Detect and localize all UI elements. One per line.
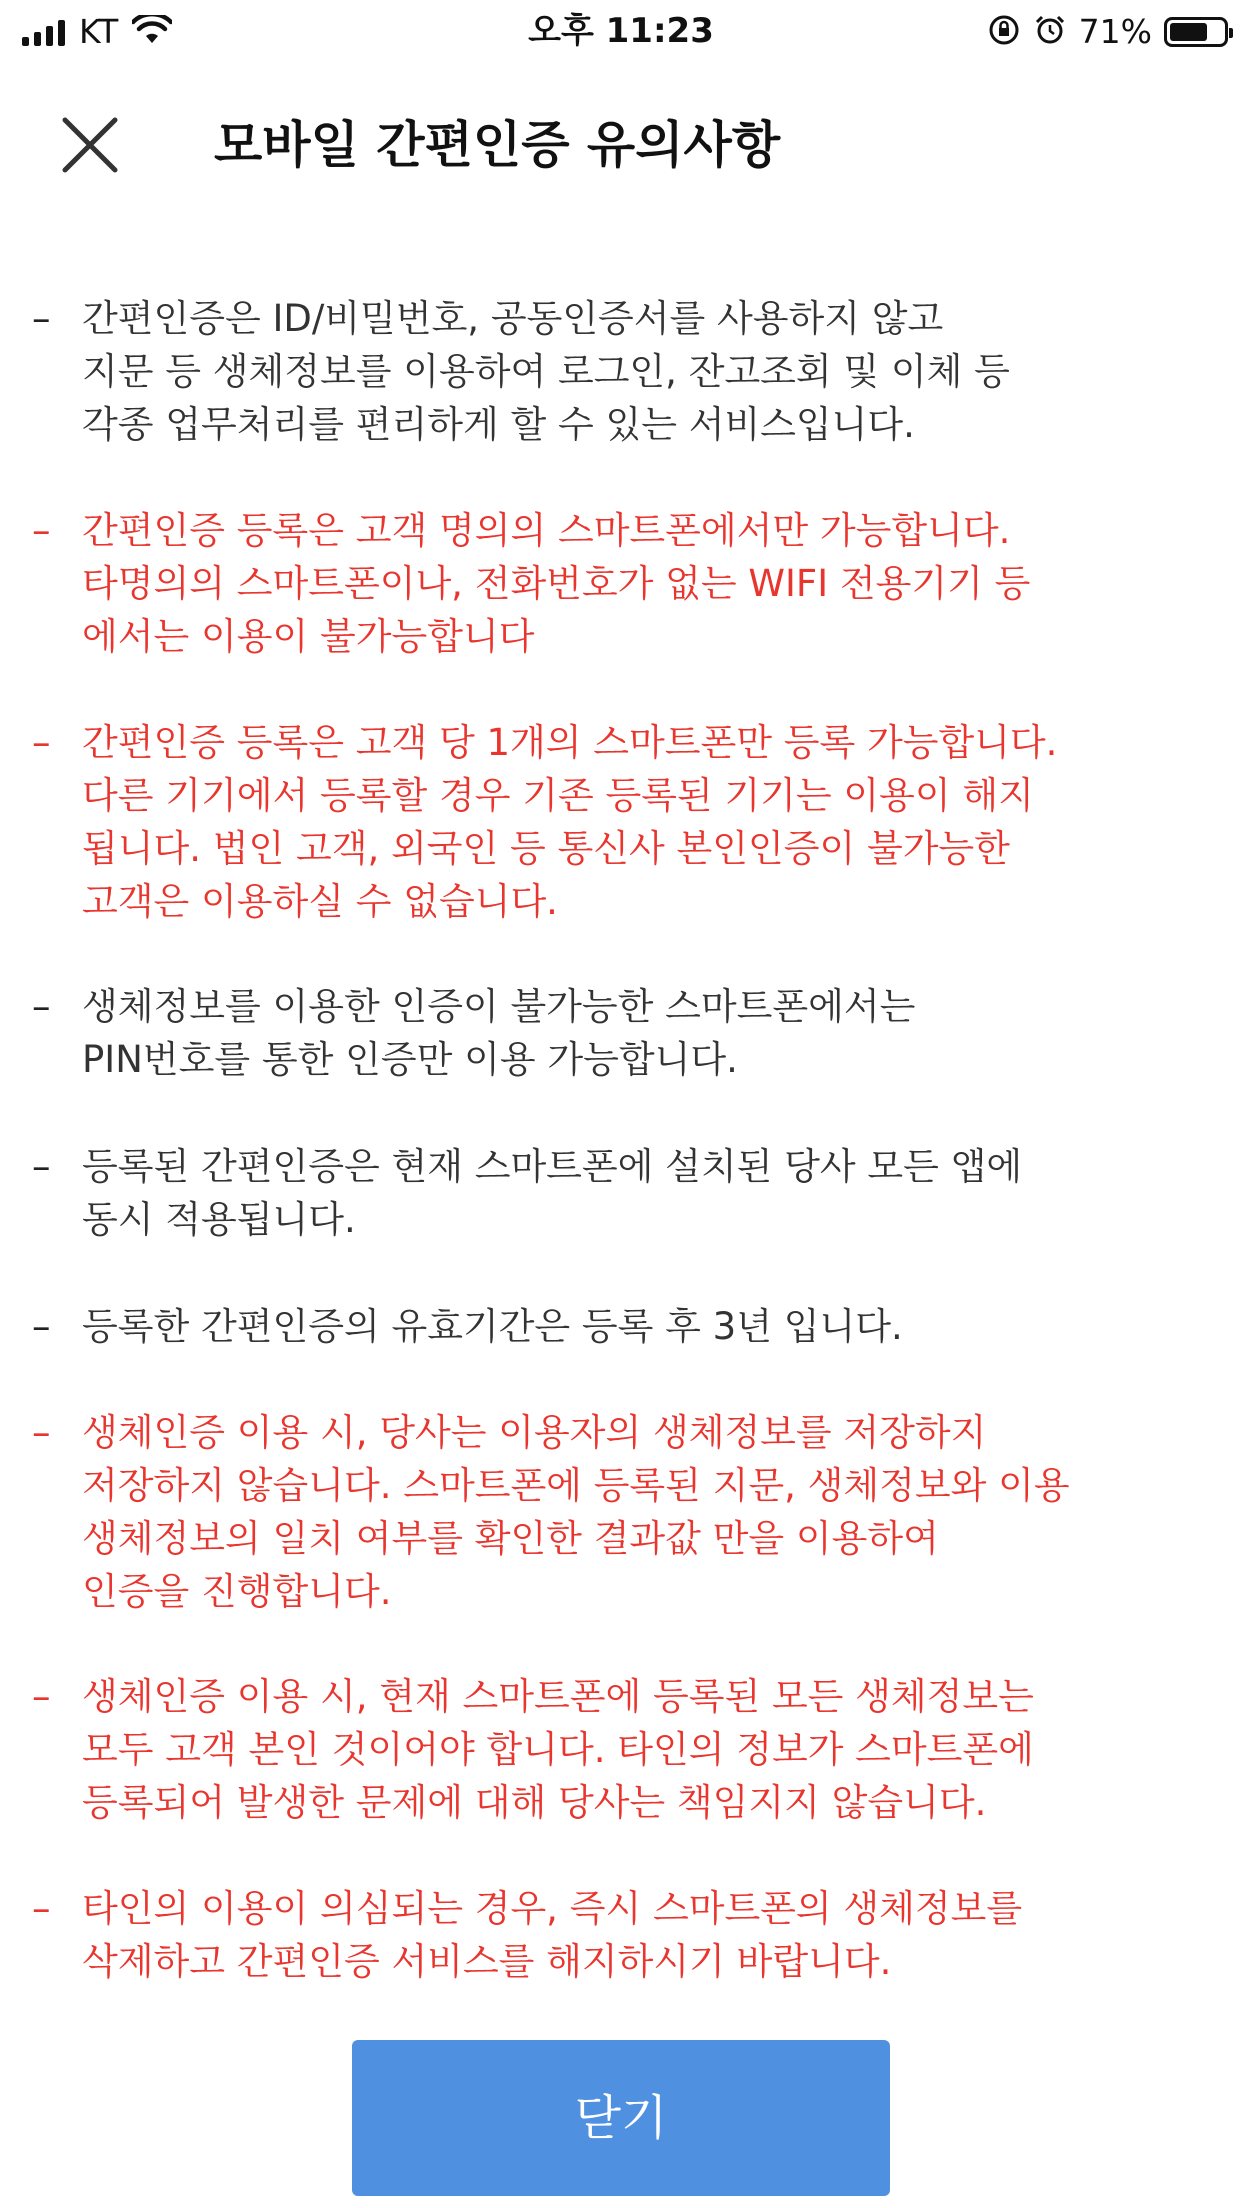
notice-dash: – — [32, 509, 51, 552]
notice-dash: – — [32, 1305, 51, 1348]
notice-text: 등록된 간편인증은 현재 스마트폰에 설치된 당사 모든 앱에 동시 적용됩니다. — [82, 1145, 1023, 1241]
notice-dash: – — [32, 1411, 51, 1454]
battery-fill — [1170, 23, 1207, 41]
orientation-lock-icon — [987, 13, 1021, 51]
battery-percent: 71% — [1078, 12, 1152, 51]
notice-dash: – — [32, 1887, 51, 1930]
notice-dash: – — [32, 297, 51, 340]
notice-dash: – — [32, 985, 51, 1028]
status-time: 오후 11:23 — [528, 11, 714, 51]
notice-text: 등록한 간편인증의 유효기간은 등록 후 3년 입니다. — [82, 1305, 903, 1348]
carrier-label: KT — [79, 12, 119, 51]
close-button[interactable]: 닫기 — [352, 2040, 890, 2196]
notice-text: 생체인증 이용 시, 현재 스마트폰에 등록된 모든 생체정보는 모두 고객 본인 것이어야 합니다. 타인의 정보가 스마트폰에 등록되어 발생한 문제에 대해 당사는 책임지지 않습니다. — [82, 1675, 1034, 1824]
notice-text: 간편인증 등록은 고객 명의의 스마트폰에서만 가능합니다. 타명의의 스마트폰이나, 전화번호가 없는 WIFI 전용기기 등 에서는 이용이 불가능합니다 — [82, 509, 1031, 658]
notice-text: 생체정보를 이용한 인증이 불가능한 스마트폰에서는 PIN번호를 통한 인증만 이용 가능합니다. — [82, 985, 916, 1081]
notice-text: 간편인증 등록은 고객 당 1개의 스마트폰만 등록 가능합니다. 다른 기기에서 등록할 경우 기존 등록된 기기는 이용이 해지 됩니다. 법인 고객, 외국인 등 통신사 본인인증이 불가능한 고객은 이용하실 수 없습니다. — [82, 721, 1058, 923]
notice-text: 생체인증 이용 시, 당사는 이용자의 생체정보를 저장하지 저장하지 않습니다. 스마트폰에 등록된 지문, 생체정보와 이용 생체정보의 일치 여부를 확인한 결과값 만을 이용하여 인증을 진행합니다. — [82, 1411, 1070, 1613]
page-title: 모바일 간편인증 유의사항 — [214, 116, 781, 174]
battery-icon — [1164, 17, 1228, 47]
alarm-icon — [1033, 13, 1067, 51]
header — [0, 90, 1242, 200]
notice-dash: – — [32, 1145, 51, 1188]
status-bar-right — [987, 10, 1228, 54]
status-bar — [0, 0, 1242, 62]
notice-dash: – — [32, 1675, 51, 1718]
notice-text: 타인의 이용이 의심되는 경우, 즉시 스마트폰의 생체정보를 삭제하고 간편인증 서비스를 해지하시기 바랍니다. — [82, 1887, 1023, 1983]
notice-text: 간편인증은 ID/비밀번호, 공동인증서를 사용하지 않고 지문 등 생체정보를 이용하여 로그인, 잔고조회 및 이체 등 각종 업무처리를 편리하게 할 수 있는 서비스입니다. — [82, 297, 1010, 446]
close-icon[interactable] — [55, 110, 125, 180]
notice-dash: – — [32, 721, 51, 764]
